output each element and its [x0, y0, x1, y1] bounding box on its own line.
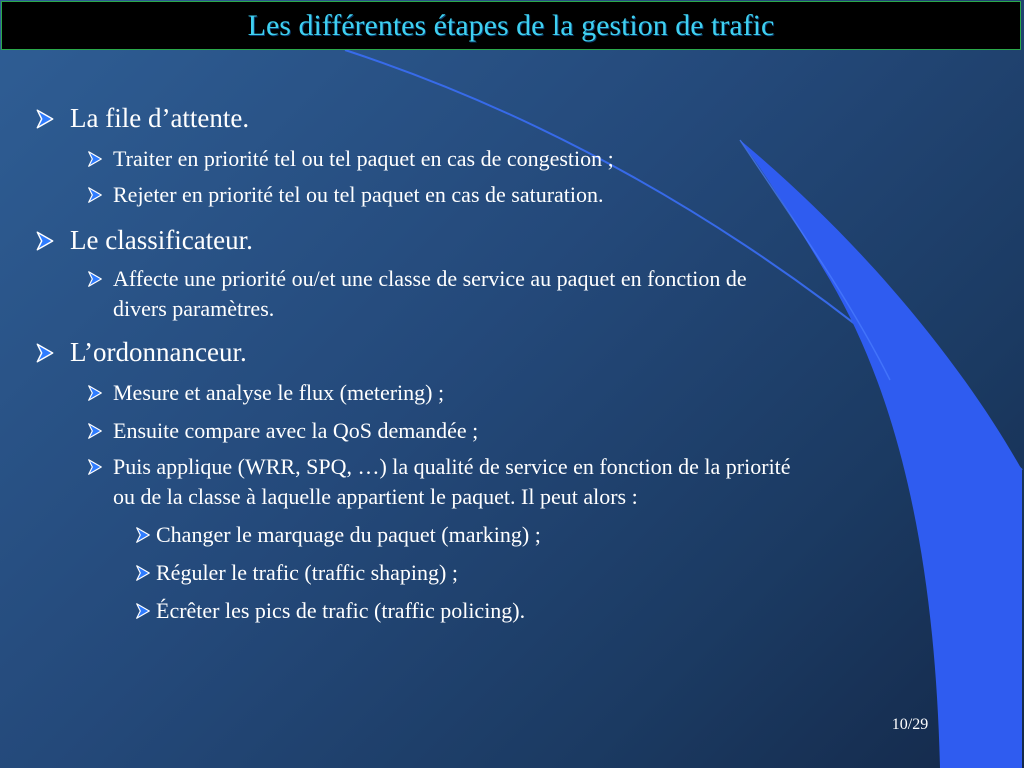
bullet-text-block [70, 102, 249, 134]
bullet-text-block [156, 558, 458, 588]
bullet-text-block [113, 378, 444, 408]
bullet-text: Traiter en priorité tel ou tel paquet en cas de congestion ; [113, 146, 614, 171]
bullet-text-block [113, 452, 791, 512]
arrow-bullet-icon [134, 602, 152, 620]
bullet-text-block [156, 520, 541, 550]
bullet-item-level-2 [86, 378, 444, 408]
bullet-text: Rejeter en priorité tel ou tel paquet en cas de saturation. [113, 182, 604, 207]
arrow-bullet-icon [134, 526, 152, 544]
bullet-item-level-2 [86, 452, 791, 512]
bullet-text-block [156, 596, 525, 626]
slide-title: Les différentes étapes de la gestion de trafic [247, 8, 775, 42]
bullet-text: Affecte une priorité ou/et une classe de service au paquet en fonction de [113, 266, 747, 291]
arrow-bullet-icon [86, 458, 104, 476]
arrow-bullet-icon [86, 384, 104, 402]
bullet-text-continuation: divers paramètres. [113, 296, 275, 321]
bullet-item-level-3 [134, 520, 541, 550]
bullet-text-block [113, 144, 614, 174]
arrow-bullet-icon [134, 564, 152, 582]
bullet-text: Mesure et analyse le flux (metering) ; [113, 380, 445, 405]
arrow-bullet-icon [86, 186, 104, 204]
bullet-text: Le classificateur. [70, 225, 253, 255]
bullet-text: La file d’attente. [70, 103, 250, 133]
bullet-text-block [113, 180, 604, 210]
arrow-bullet-icon [34, 108, 56, 130]
arrow-bullet-icon [86, 422, 104, 440]
bullet-item-level-2 [86, 416, 478, 446]
bullet-item-level-2 [86, 264, 747, 324]
bullet-item-level-1 [34, 224, 253, 256]
bullet-text: Écrêter les pics de trafic (traffic policing). [156, 598, 526, 623]
bullet-text: Puis applique (WRR, SPQ, …) la qualité de service en fonction de la priorité [113, 454, 791, 479]
arrow-bullet-icon [34, 230, 56, 252]
bullet-text: L’ordonnanceur. [70, 337, 247, 367]
bullet-item-level-1 [34, 102, 249, 134]
bullet-text-block [113, 264, 747, 324]
bullet-item-level-3 [134, 596, 525, 626]
bullet-text: Changer le marquage du paquet (marking) ; [156, 522, 541, 547]
bullet-text-block [70, 336, 247, 368]
bullet-item-level-1 [34, 336, 247, 368]
arrow-bullet-icon [86, 270, 104, 288]
bullet-text: Ensuite compare avec la QoS demandée ; [113, 418, 479, 443]
bullet-text-block [113, 416, 478, 446]
bullet-item-level-3 [134, 558, 458, 588]
bullet-text-block [70, 224, 253, 256]
arrow-bullet-icon [86, 150, 104, 168]
bullet-text: Réguler le trafic (traffic shaping) ; [156, 560, 458, 585]
bullet-item-level-2 [86, 180, 604, 210]
arrow-bullet-icon [34, 342, 56, 364]
bullet-text-continuation: ou de la classe à laquelle appartient le paquet. Il peut alors : [113, 484, 638, 509]
bullet-item-level-2 [86, 144, 614, 174]
page-number: 10/29 [891, 716, 929, 733]
